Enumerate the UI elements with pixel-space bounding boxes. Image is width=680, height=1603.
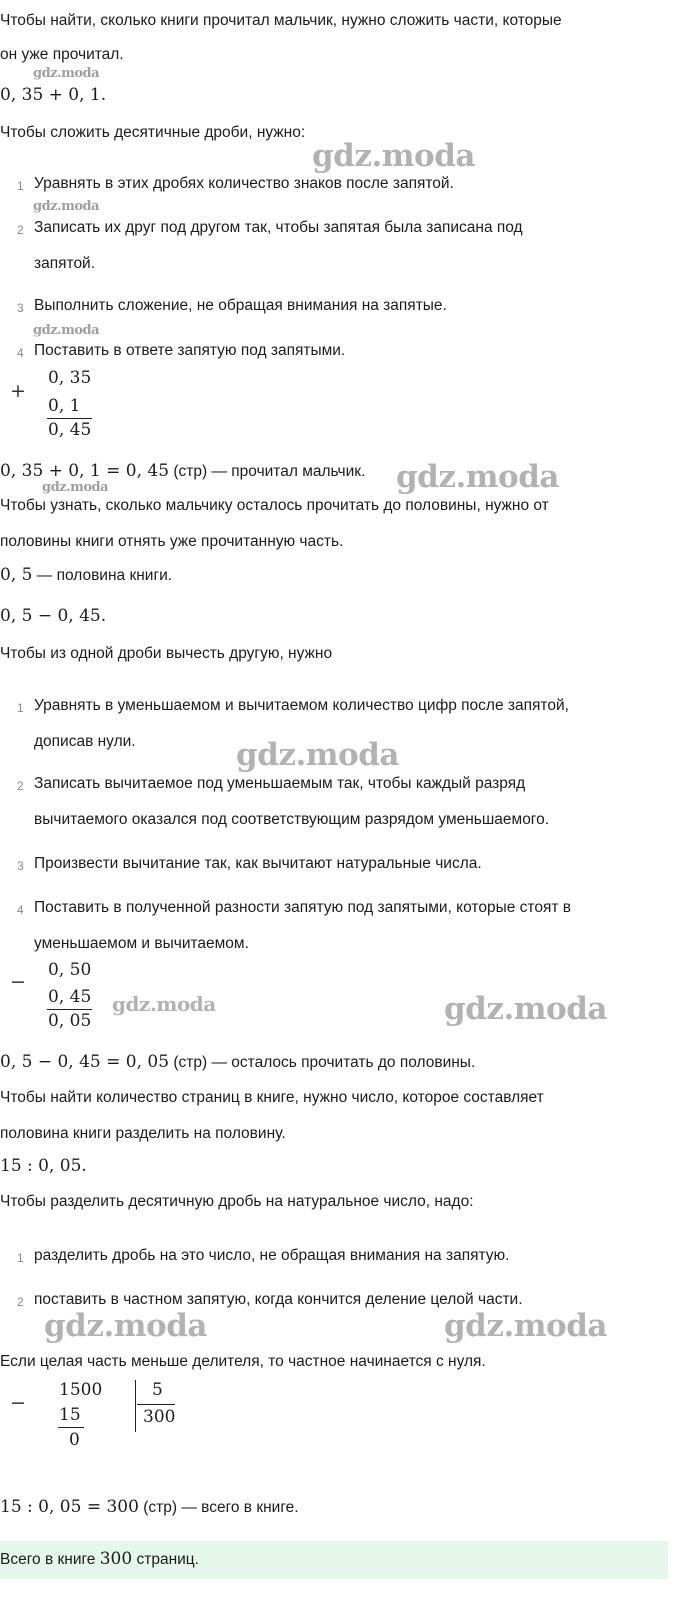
column-rule (47, 418, 92, 419)
result-text: (стр) — прочитал мальчик. (169, 463, 366, 480)
watermark: gdz.moda (236, 737, 399, 773)
watermark: gdz.moda (33, 199, 100, 214)
remainder: 0 (69, 1430, 80, 1450)
half-math: 0, 5 (0, 565, 33, 585)
division-rule (58, 1427, 84, 1428)
watermark: gdz.moda (42, 480, 109, 495)
list-number: 3 (17, 859, 24, 873)
division-rule (137, 1404, 175, 1405)
paragraph-line: Чтобы сложить десятичные дроби, нужно: (0, 124, 306, 141)
math-expression: 0, 5 − 0, 45. (0, 606, 107, 626)
result-math: 15 : 0, 05 = 300 (0, 1497, 139, 1517)
list-number: 1 (17, 701, 24, 715)
math-expression: 15 : 0, 05. (0, 1156, 87, 1176)
watermark: gdz.moda (112, 992, 216, 1016)
paragraph-line: половина книги разделить на половину. (0, 1125, 286, 1142)
division-bar (135, 1380, 136, 1432)
watermark: gdz.moda (33, 66, 100, 81)
answer-box (0, 1541, 668, 1579)
quotient: 300 (143, 1407, 176, 1427)
column-number: 0, 50 (48, 960, 92, 980)
paragraph-line: Чтобы разделить десятичную дробь на натуральное число, надо: (0, 1193, 474, 1210)
list-item: Записать вычитаемое под уменьшаемым так, чтобы каждый разряд (34, 775, 526, 792)
paragraph-line: он уже прочитал. (0, 46, 124, 63)
result-line (0, 1052, 475, 1072)
column-number: 0, 45 (48, 987, 92, 1007)
list-number: 2 (17, 1295, 24, 1309)
list-item: поставить в частном запятую, когда кончится деление целой части. (34, 1291, 523, 1308)
math-expression: 0, 35 + 0, 1. (0, 85, 107, 105)
list-item: Поставить в ответе запятую под запятыми. (34, 342, 346, 359)
list-number: 1 (17, 179, 24, 193)
answer-pre: Всего в книге (0, 1551, 100, 1568)
result-line (0, 1497, 299, 1517)
watermark: gdz.moda (33, 323, 100, 338)
minus-sign: − (10, 1392, 26, 1414)
list-number: 4 (17, 903, 24, 917)
paragraph-line: Чтобы найти, сколько книги прочитал мальчик, нужно сложить части, которые (0, 12, 562, 29)
result-math: 0, 5 − 0, 45 = 0, 05 (0, 1052, 170, 1072)
paragraph-line: Чтобы узнать, сколько мальчику осталось прочитать до половины, нужно от (0, 497, 549, 514)
answer-number: 300 (99, 1549, 133, 1569)
subtrahend: 15 (59, 1405, 81, 1425)
list-item: Выполнить сложение, не обращая внимания на запятые. (34, 297, 447, 314)
list-item: Записать их друг под другом так, чтобы запятая была записана под (34, 219, 523, 236)
paragraph-line: Чтобы из одной дроби вычесть другую, нужно (0, 645, 333, 662)
divisor: 5 (152, 1380, 163, 1400)
list-item: разделить дробь на это число, не обращая внимания на запятую. (34, 1247, 510, 1264)
note: Если целая часть меньше делителя, то частное начинается с нуля. (0, 1353, 486, 1370)
watermark: gdz.moda (444, 1308, 607, 1344)
result-line (0, 565, 172, 585)
result-text: (стр) — осталось прочитать до половины. (169, 1054, 476, 1071)
list-item: Произвести вычитание так, как вычитают натуральные числа. (34, 855, 482, 872)
watermark: gdz.moda (444, 991, 607, 1027)
watermark: gdz.moda (396, 459, 559, 495)
minus-sign: − (10, 971, 26, 993)
half-text: — половина книги. (32, 567, 173, 584)
column-result: 0, 05 (48, 1011, 92, 1031)
list-item: уменьшаемом и вычитаемом. (34, 935, 249, 952)
column-result: 0, 45 (48, 420, 92, 440)
list-item: Уравнять в уменьшаемом и вычитаемом количество цифр после запятой, (34, 697, 569, 714)
dividend: 1500 (59, 1380, 103, 1400)
paragraph-line: Чтобы найти количество страниц в книге, нужно число, которое составляет (0, 1089, 544, 1106)
list-number: 2 (17, 779, 24, 793)
column-number: 0, 1 (48, 396, 81, 416)
watermark: gdz.moda (44, 1308, 207, 1344)
result-math: 0, 35 + 0, 1 = 0, 45 (0, 461, 170, 481)
list-item: Уравнять в этих дробях количество знаков после запятой. (34, 175, 454, 192)
list-item: Поставить в полученной разности запятую под запятыми, которые стоят в (34, 899, 571, 916)
list-number: 2 (17, 223, 24, 237)
answer-text (0, 1549, 199, 1569)
list-number: 1 (17, 1251, 24, 1265)
column-rule (47, 1009, 92, 1010)
paragraph-line: половины книги отнять уже прочитанную часть. (0, 533, 344, 550)
answer-post: страниц. (132, 1551, 199, 1568)
list-item: дописав нули. (34, 733, 136, 750)
list-number: 4 (17, 346, 24, 360)
list-item: вычитаемого оказался под соответствующим разрядом уменьшаемого. (34, 811, 550, 828)
plus-sign: + (10, 380, 26, 402)
list-number: 3 (17, 301, 24, 315)
result-text: (стр) — всего в книге. (138, 1499, 299, 1516)
watermark: gdz.moda (312, 138, 475, 174)
list-item: запятой. (34, 255, 96, 272)
column-number: 0, 35 (48, 368, 92, 388)
result-line (0, 461, 365, 481)
